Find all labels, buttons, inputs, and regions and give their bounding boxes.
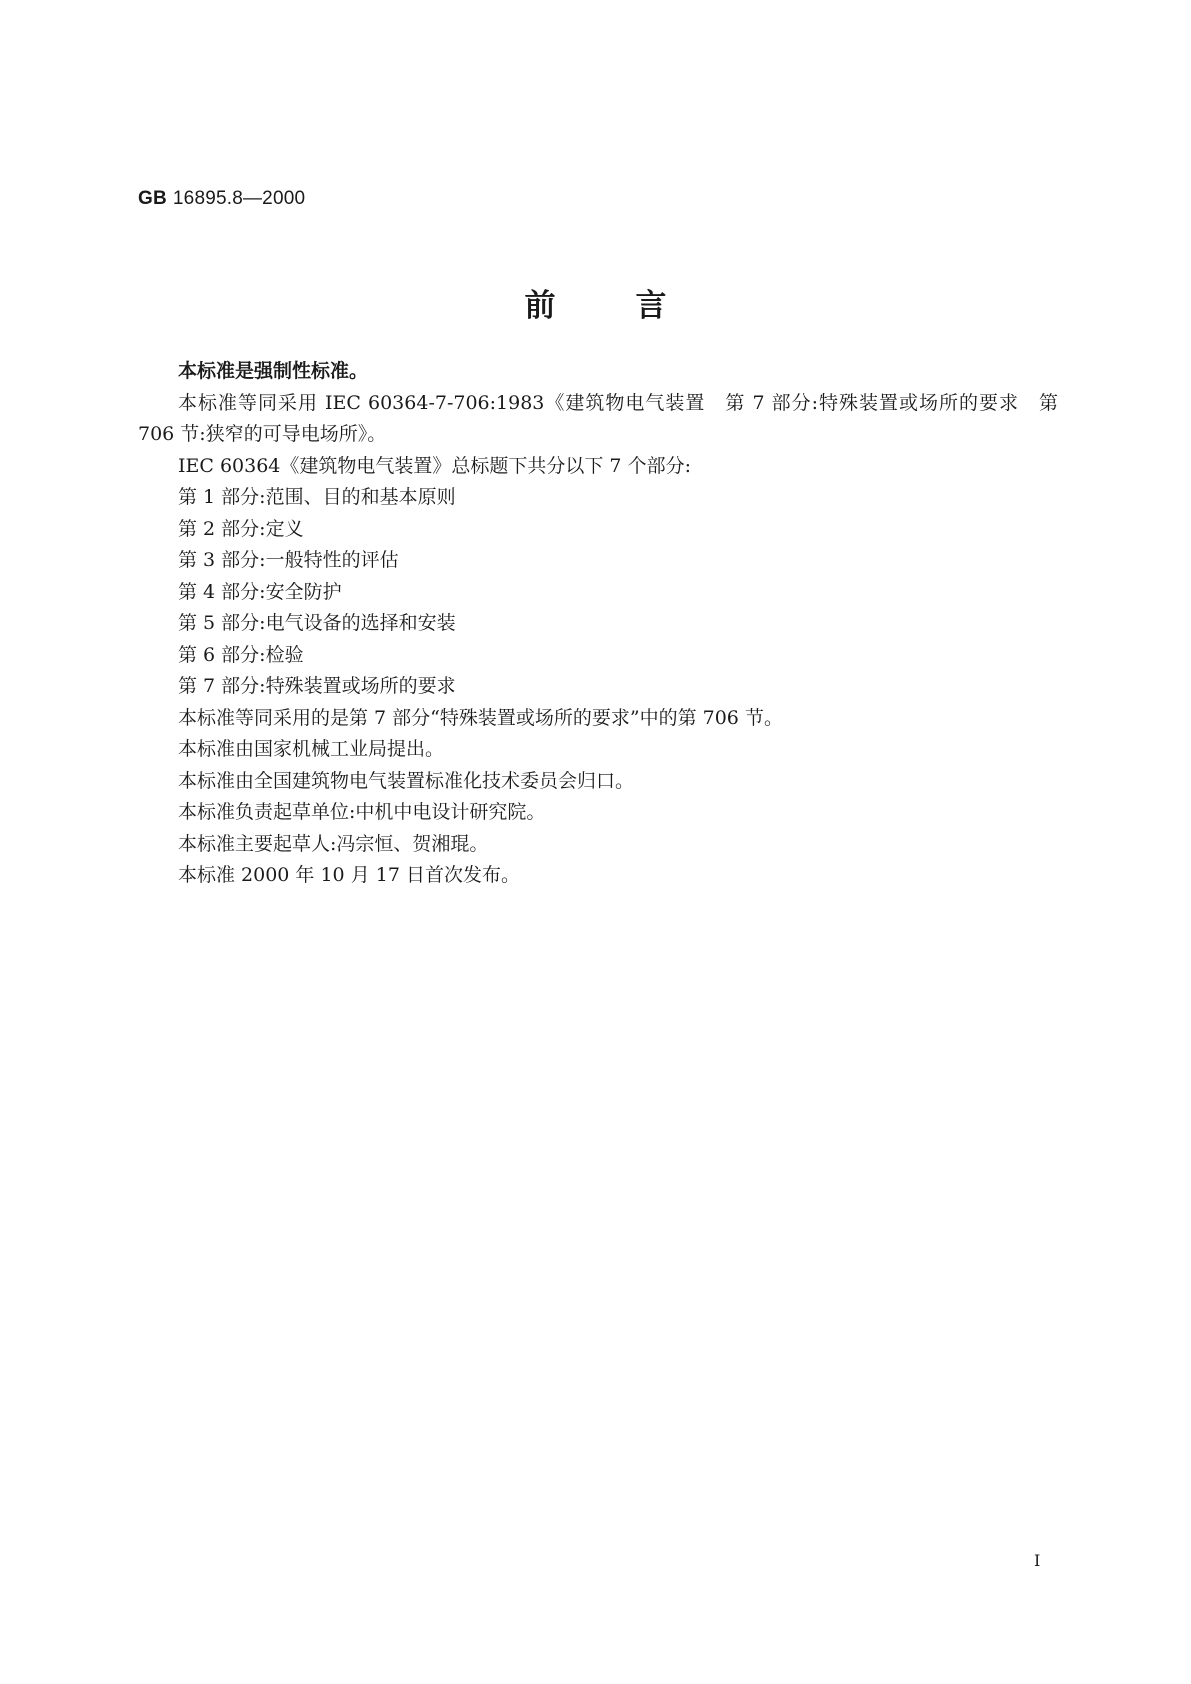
part-item: 第 2 部分:定义 [178,517,304,540]
part-item: 第 6 部分:检验 [178,643,304,666]
committee-statement: 本标准由全国建筑物电气装置标准化技术委员会归口。 [178,769,635,792]
part-item: 第 1 部分:范围、目的和基本原则 [178,486,456,508]
section-adoption-note: 本标准等同采用的是第 7 部分“特殊装置或场所的要求”中的第 706 节。 [178,706,783,729]
foreword-body [138,356,1058,892]
page-number: I [1034,1551,1041,1570]
parts-intro: IEC 60364《建筑物电气装置》总标题下共分以下 7 个部分: [178,454,691,477]
drafting-unit-statement: 本标准负责起草单位:中机中电设计研究院。 [178,801,546,823]
adoption-statement: 本标准等同采用 IEC 60364-7-706:1983《建筑物电气装置 第 7 部分:特殊装置或场所的要求 第 706 节:狭窄的可导电场所》。 [138,391,1058,445]
proposer-statement: 本标准由国家机械工业局提出。 [178,738,445,760]
part-item: 第 3 部分:一般特性的评估 [178,549,399,571]
part-item: 第 4 部分:安全防护 [178,580,342,603]
standard-prefix: GB [138,188,167,209]
part-item: 第 7 部分:特殊装置或场所的要求 [178,675,456,697]
drafters-statement: 本标准主要起草人:冯宗恒、贺湘琨。 [178,832,489,855]
part-item: 第 5 部分:电气设备的选择和安装 [178,612,456,634]
page-title: 前言 [524,288,747,324]
mandatory-statement: 本标准是强制性标准。 [178,360,369,382]
release-date-statement: 本标准 2000 年 10 月 17 日首次发布。 [178,864,520,886]
standard-code-header [138,188,305,210]
standard-number: 16895.8—2000 [172,188,306,209]
